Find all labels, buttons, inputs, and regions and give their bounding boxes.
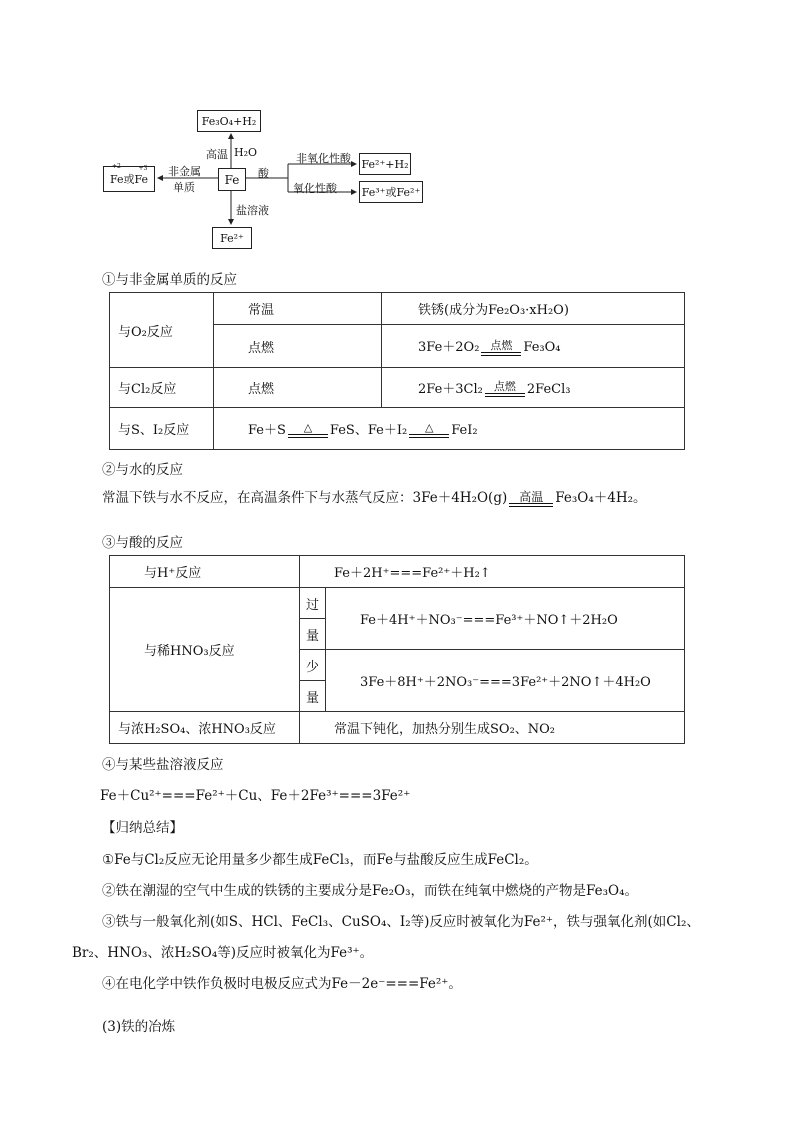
right-bottom-box: Fe³⁺或Fe²⁺ <box>359 181 423 203</box>
cl2-cond: 点燃 <box>214 368 382 408</box>
h-equation: Fe＋2H⁺===Fe²⁺＋H₂↑ <box>300 556 685 588</box>
top-label-left: 高温 <box>206 148 228 161</box>
right-top-label: 非氧化性酸 <box>296 152 351 165</box>
excess-char-1: 过 <box>300 588 326 619</box>
s-equation: Fe＋S △ FeS、Fe＋I₂ △ FeI₂ <box>214 408 685 450</box>
right-top-box: Fe²⁺+H₂ <box>359 153 411 175</box>
s-label: 与S、I₂反应 <box>110 408 214 450</box>
bottom-product-box: Fe²⁺ <box>212 227 252 249</box>
cl2-label: 与Cl₂反应 <box>110 368 214 408</box>
excess-char-2: 量 <box>300 619 326 650</box>
top-product-box: Fe₃O₄+H₂ <box>197 110 261 132</box>
summary-p4: ④在电化学中铁作负极时电极反应式为Fe－2e⁻===Fe²⁺。 <box>102 976 462 992</box>
rust-composition: 铁锈(成分为Fe₂O₃·xH₂O) <box>382 293 685 325</box>
summary-heading: 【归纳总结】 <box>102 820 183 836</box>
section3-heading: ③与酸的反应 <box>102 535 183 551</box>
o2-equation: 3Fe＋2O₂ 点燃 Fe₃O₄ <box>382 325 685 368</box>
summary-p2: ②铁在潮湿的空气中生成的铁锈的主要成分是Fe₂O₃，而铁在纯氧中燃烧的产物是Fe₃O₄。 <box>102 883 639 899</box>
section2-text: 常温下铁与水不反应，在高温条件下与水蒸气反应：3Fe＋4H₂O(g) 高温 Fe₃O₄＋4H₂。 <box>102 489 647 506</box>
excess-equation: Fe＋4H⁺＋NO₃⁻===Fe³⁺＋NO↑＋2H₂O <box>326 588 685 650</box>
top-label-right: H₂O <box>234 146 258 159</box>
section4-heading: ④与某些盐溶液反应 <box>102 757 224 773</box>
summary-p5: (3)铁的冶炼 <box>102 1019 176 1035</box>
diagram-arrows <box>0 0 794 260</box>
cond-ignite: 点燃 <box>214 325 382 368</box>
less-char-2: 量 <box>300 681 326 712</box>
summary-p1: ①Fe与Cl₂反应无论用量多少都生成FeCl₃，而Fe与盐酸反应生成FeCl₂。 <box>102 852 538 868</box>
right-label: 酸 <box>258 167 269 180</box>
less-equation: 3Fe＋8H⁺＋2NO₃⁻===3Fe²⁺＋2NO↑＋4H₂O <box>326 650 685 712</box>
acid-table <box>109 555 685 744</box>
section4-equation: Fe＋Cu²⁺===Fe²⁺＋Cu、Fe＋2Fe³⁺===3Fe²⁺ <box>100 788 411 804</box>
hno3-label: 与稀HNO₃反应 <box>110 588 300 712</box>
left-label-2: 单质 <box>173 181 195 194</box>
section1-heading: ①与非金属单质的反应 <box>102 272 237 288</box>
bottom-label: 盐溶液 <box>236 204 269 217</box>
o2-label: 与O₂反应 <box>110 293 214 368</box>
center-fe-box: Fe <box>218 168 246 191</box>
less-char-1: 少 <box>300 650 326 681</box>
right-bottom-label: 氧化性酸 <box>293 182 337 195</box>
conc-label: 与浓H₂SO₄、浓HNO₃反应 <box>110 712 300 744</box>
summary-p3b: Br₂、HNO₃、浓H₂SO₄等)反应时被氧化为Fe³⁺。 <box>72 945 374 961</box>
cl2-equation: 2Fe＋3Cl₂ 点燃 2FeCl₃ <box>382 368 685 408</box>
summary-p3a: ③铁与一般氧化剂(如S、HCl、FeCl₃、CuSO₄、I₂等)反应时被氧化为Fe²⁺，铁与强氧化剂(如Cl₂、 <box>102 914 700 930</box>
left-product-box: +2 Fe或 +3 Fe <box>103 166 155 192</box>
h-label: 与H⁺反应 <box>110 556 300 588</box>
section2-heading: ②与水的反应 <box>102 462 183 478</box>
left-label-1: 非金属 <box>168 165 201 178</box>
nonmetal-table <box>109 292 685 450</box>
conc-text: 常温下钝化，加热分别生成SO₂、NO₂ <box>300 712 685 744</box>
cond-normal: 常温 <box>214 293 382 325</box>
